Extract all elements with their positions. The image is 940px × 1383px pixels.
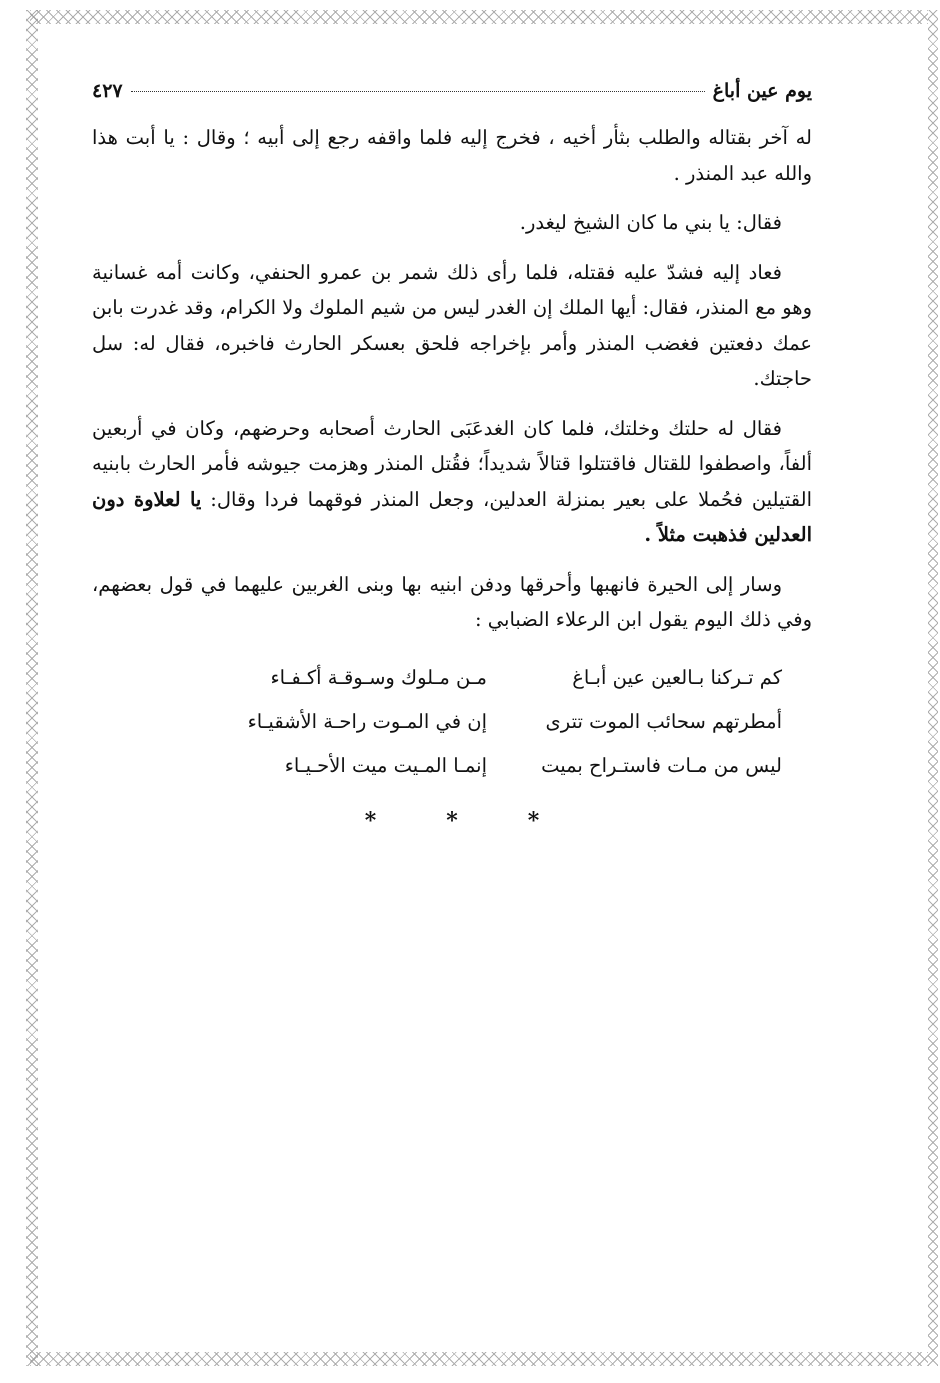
verse — [92, 656, 812, 700]
verse-second-hemistich: مـن مـلوك وسـوقـة أكـفـاء — [270, 665, 487, 689]
leader-dots — [131, 91, 705, 92]
paragraph-5: وسار إلى الحيرة فانهبها وأحرقها ودفن ابنيه بها وبنى الغربين عليهما في قول بعضهم، وفي ذلك اليوم يقول ابن الرعلاء الضبابي : — [92, 572, 812, 631]
poem — [92, 656, 812, 788]
ornamental-border-top — [30, 10, 928, 24]
proverb: يا لعلاوة دون العدلين فذهبت مثلاً . — [92, 487, 812, 546]
verse-first-hemistich: أمطرتهم سحائب الموت تترى — [545, 709, 782, 733]
verse-first-hemistich: كم تـركنا بـالعين عين أبـاغ — [572, 665, 782, 689]
ornamental-border-bottom — [30, 1352, 928, 1366]
running-head — [92, 80, 812, 120]
ornamental-border-right — [928, 10, 938, 1366]
verse — [92, 744, 812, 788]
verse-second-hemistich: إن في المـوت راحـة الأشقيـاء — [247, 709, 487, 733]
asterisk-icon: * — [364, 807, 377, 834]
paragraph-4 — [92, 411, 812, 553]
asterisk-icon: * — [446, 807, 458, 834]
paragraph-4-text: فقال له حلتك وخلتك، فلما كان الغدعَبَى الحارث أصحابه وحرضهم، وكان في أربعين ألفاً، واصطفوا للقتال فاقتتلوا قتالاً شديداً؛ فقُتل المنذر وهزمت جيوشه فأمر الحارث بابنيه القتيلين فحُملا على بعير بمنزلة العدلين، وجعل المنذر فوقهما فردا وقال: — [92, 416, 813, 511]
paragraph-2: فقال: يا بني ما كان الشيخ ليغدر. — [519, 211, 782, 234]
section-separator — [92, 808, 812, 834]
verse-first-hemistich: ليس من مـات فاستـراح بميت — [541, 753, 782, 777]
chapter-title: يوم عين أباغ — [712, 80, 812, 102]
paragraph-1: له آخر بقتاله والطلب بثأر أخيه ، فخرج إليه فلما واقفه رجع إلى أبيه ؛ وقال : يا أبت هذا والله عبد المنذر . — [92, 126, 812, 185]
page-content — [92, 80, 812, 834]
page-number: ٤٢٧ — [92, 80, 123, 102]
verse — [92, 700, 812, 744]
asterisk-icon: * — [527, 807, 540, 834]
verse-second-hemistich: إنمـا المـيت ميت الأحـيـاء — [284, 753, 487, 777]
paragraph-3: فعاد إليه فشدّ عليه فقتله، فلما رأى ذلك شمر بن عمرو الحنفي، وكانت أمه غسانية وهو مع المنذر، فقال: أيها الملك إن الغدر ليس من شيم الملوك ولا الكرام، وقد غدرت بابن عمك دفعتين فغضب المنذر وأمر بإخراجه فلحق بعسكر الحارث فاخبره، فقال له: سل حاجتك. — [92, 260, 812, 390]
ornamental-border-left — [26, 10, 38, 1366]
